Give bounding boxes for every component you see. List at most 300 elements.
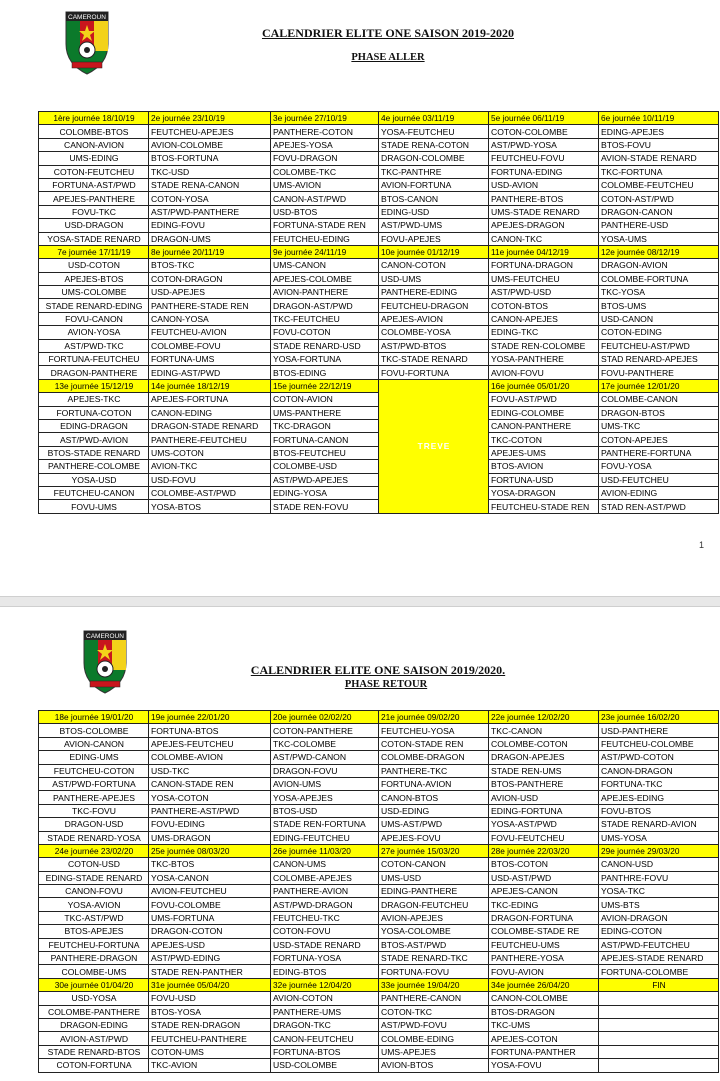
match-cell: UMS-TKC — [599, 419, 719, 432]
match-cell: FOVU-APEJES — [379, 232, 489, 245]
match-cell: FEUTCHEU-EDING — [271, 232, 379, 245]
match-cell: STAD RENARD-APEJES — [599, 353, 719, 366]
match-cell: COLOMBE-COTON — [489, 737, 599, 750]
match-cell: PANTHERE-BTOS — [489, 192, 599, 205]
match-cell: FORTUNA-FOVU — [379, 965, 489, 978]
match-cell: AVION-COLOMBE — [149, 138, 271, 151]
match-cell: EDING-TKC — [489, 326, 599, 339]
match-cell: COTON-CANON — [379, 858, 489, 871]
match-cell: FEUTCHEU-TKC — [271, 911, 379, 924]
match-cell: APEJES-EDING — [599, 791, 719, 804]
match-cell: STADE REN-FORTUNA — [271, 818, 379, 831]
match-cell: YOSA-UMS — [599, 232, 719, 245]
match-cell: CANON-BTOS — [379, 791, 489, 804]
match-cell: AVION-CANON — [39, 737, 149, 750]
match-cell: COLOMBE-DRAGON — [379, 751, 489, 764]
match-cell — [599, 1018, 719, 1031]
match-cell: AST/PWD-CANON — [271, 751, 379, 764]
match-cell: FEUTCHEU-APEJES — [149, 125, 271, 138]
match-cell: DRAGON-UMS — [149, 232, 271, 245]
fixture-row — [39, 898, 719, 911]
match-cell: AVION-BTOS — [379, 1059, 489, 1072]
match-cell: PANTHERE-STADE REN — [149, 299, 271, 312]
match-cell: DRAGON-APEJES — [489, 751, 599, 764]
fixture-row — [39, 232, 719, 245]
match-cell: FORTUNA-COLOMBE — [599, 965, 719, 978]
match-cell: AVION-FORTUNA — [379, 178, 489, 191]
round-header-row — [39, 245, 719, 258]
fixture-row — [39, 326, 719, 339]
match-cell: YOSA-CANON — [149, 871, 271, 884]
match-cell: CANON-AST/PWD — [271, 192, 379, 205]
match-cell: FOVU-AVION — [489, 965, 599, 978]
fixture-row — [39, 1045, 719, 1058]
match-cell: APEJES-BTOS — [39, 272, 149, 285]
match-cell: FEUTCHEU-COTON — [39, 764, 149, 777]
match-cell: FORTUNA-BTOS — [149, 724, 271, 737]
match-cell: USD-BTOS — [271, 205, 379, 218]
match-cell: AVION-FOVU — [489, 366, 599, 379]
match-cell: CANON-EDING — [149, 406, 271, 419]
match-cell: UMS-YOSA — [599, 831, 719, 844]
match-cell: STADE RENARD-TKC — [379, 952, 489, 965]
match-cell: UMS-BTS — [599, 898, 719, 911]
match-cell: STADE REN-UMS — [489, 764, 599, 777]
match-cell: APEJES-STADE RENARD — [599, 952, 719, 965]
match-cell: FOVU-FEUTCHEU — [489, 831, 599, 844]
match-cell: TKC-COLOMBE — [271, 737, 379, 750]
match-cell: COLOMBE-BTOS — [39, 125, 149, 138]
match-cell: FEUTCHEU-UMS — [489, 938, 599, 951]
match-cell: CANON-FOVU — [39, 885, 149, 898]
match-cell: DRAGON-STADE RENARD — [149, 419, 271, 432]
round-header: 18e journée 19/01/20 — [39, 711, 149, 724]
match-cell: COTON-EDING — [599, 326, 719, 339]
match-cell: YOSA-COTON — [149, 791, 271, 804]
round-header: 7e journée 17/11/19 — [39, 245, 149, 258]
match-cell: DRAGON-EDING — [39, 1018, 149, 1031]
match-cell: UMS-FORTUNA — [149, 911, 271, 924]
match-cell: USD-FEUTCHEU — [599, 473, 719, 486]
match-cell: APEJES-YOSA — [271, 138, 379, 151]
match-cell: YOSA-AVION — [39, 898, 149, 911]
fixture-row — [39, 205, 719, 218]
match-cell: TKC-FORTUNA — [599, 165, 719, 178]
match-cell: COTON-FORTUNA — [39, 1059, 149, 1072]
fixture-row — [39, 353, 719, 366]
match-cell: BTOS-CANON — [379, 192, 489, 205]
match-cell: DRAGON-FORTUNA — [489, 911, 599, 924]
match-cell: YOSA-AST/PWD — [489, 818, 599, 831]
round-header: 1ère journée 18/10/19 — [39, 112, 149, 125]
match-cell — [599, 1045, 719, 1058]
match-cell: FORTUNA-AST/PWD — [39, 178, 149, 191]
match-cell: CANON-DRAGON — [599, 764, 719, 777]
match-cell: FORTUNA-PANTHER — [489, 1045, 599, 1058]
match-cell: FORTUNA-UMS — [149, 353, 271, 366]
match-cell: TKC-AVION — [149, 1059, 271, 1072]
round-header: 17e journée 12/01/20 — [599, 379, 719, 392]
fixture-row — [39, 831, 719, 844]
match-cell: AVION-FEUTCHEU — [149, 885, 271, 898]
match-cell: USD-PANTHERE — [599, 724, 719, 737]
match-cell: COTON-TKC — [379, 1005, 489, 1018]
fixture-row — [39, 299, 719, 312]
match-cell: APEJES-FEUTCHEU — [149, 737, 271, 750]
fixture-row — [39, 992, 719, 1005]
match-cell: PANTHERE-APEJES — [39, 791, 149, 804]
fixture-row — [39, 791, 719, 804]
match-cell: FOVU-TKC — [39, 205, 149, 218]
fixture-row — [39, 125, 719, 138]
match-cell: DRAGON-CANON — [599, 205, 719, 218]
match-cell: AST/PWD-COTON — [599, 751, 719, 764]
round-header: 11e journée 04/12/19 — [489, 245, 599, 258]
logo-lettering: CAMEROUN — [86, 633, 124, 640]
match-cell: STADE REN-PANTHER — [149, 965, 271, 978]
match-cell: EDING-FORTUNA — [489, 804, 599, 817]
cameroon-federation-logo — [60, 8, 114, 78]
match-cell: FOVU-DRAGON — [271, 152, 379, 165]
match-cell: STADE RENARD-USD — [271, 339, 379, 352]
match-cell: USD-EDING — [379, 804, 489, 817]
match-cell: USD-STADE RENARD — [271, 938, 379, 951]
fixture-row — [39, 286, 719, 299]
match-cell: USD-TKC — [149, 764, 271, 777]
match-cell: CANON-PANTHERE — [489, 419, 599, 432]
match-cell: FEUTCHEU-CANON — [39, 486, 149, 499]
match-cell: DRAGON-AVION — [599, 259, 719, 272]
round-header: 3e journée 27/10/19 — [271, 112, 379, 125]
match-cell: DRAGON-BTOS — [599, 406, 719, 419]
fixture-row — [39, 1018, 719, 1031]
match-cell: COLOMBE-CANON — [599, 393, 719, 406]
match-cell: EDING-DRAGON — [39, 419, 149, 432]
match-cell: EDING-AST/PWD — [149, 366, 271, 379]
fixture-row — [39, 925, 719, 938]
match-cell: FORTUNA-CANON — [271, 433, 379, 446]
match-cell: AVION-STADE RENARD — [599, 152, 719, 165]
match-cell: PANTHERE-FORTUNA — [599, 446, 719, 459]
match-cell: CANON-COLOMBE — [489, 992, 599, 1005]
match-cell: EDING-COTON — [599, 925, 719, 938]
match-cell: PANTHERE-YOSA — [489, 952, 599, 965]
match-cell: EDING-BTOS — [271, 965, 379, 978]
match-cell: STADE REN-COLOMBE — [489, 339, 599, 352]
fin-header: FIN — [599, 978, 719, 991]
match-cell: AST/PWD-BTOS — [379, 339, 489, 352]
match-cell: USD-APEJES — [149, 286, 271, 299]
match-cell: BTOS-FOVU — [599, 138, 719, 151]
round-header: 10e journée 01/12/19 — [379, 245, 489, 258]
match-cell: COTON-AST/PWD — [599, 192, 719, 205]
match-cell: STADE REN-DRAGON — [149, 1018, 271, 1031]
match-cell: AST/PWD-UMS — [379, 219, 489, 232]
match-cell: COLOMBE-STADE RE — [489, 925, 599, 938]
fixture-row — [39, 138, 719, 151]
match-cell: EDING-COLOMBE — [489, 406, 599, 419]
match-cell: STADE RENARD-EDING — [39, 299, 149, 312]
match-cell: COLOMBE-PANTHERE — [39, 1005, 149, 1018]
match-cell: FEUTCHEU-FORTUNA — [39, 938, 149, 951]
match-cell: AVION-PANTHERE — [271, 286, 379, 299]
match-cell: BTOS-APEJES — [39, 925, 149, 938]
phase-subtitle: PHASE ALLER — [351, 52, 425, 63]
round-header: 5e journée 06/11/19 — [489, 112, 599, 125]
fixture-row — [39, 192, 719, 205]
match-cell: STADE RENARD-YOSA — [39, 831, 149, 844]
match-cell: YOSA-STADE RENARD — [39, 232, 149, 245]
match-cell: DRAGON-USD — [39, 818, 149, 831]
fixture-row — [39, 1005, 719, 1018]
match-cell: PANTHERE-UMS — [271, 1005, 379, 1018]
match-cell: DRAGON-FOVU — [271, 764, 379, 777]
match-cell: AST/PWD-USD — [489, 286, 599, 299]
round-header: 34e journée 26/04/20 — [489, 978, 599, 991]
match-cell: AST/PWD-FOVU — [379, 1018, 489, 1031]
match-cell: UMS-CANON — [271, 259, 379, 272]
match-cell: USD-AVION — [489, 178, 599, 191]
match-cell: UMS-STADE RENARD — [489, 205, 599, 218]
match-cell: FOVU-COLOMBE — [149, 898, 271, 911]
match-cell: CANON-YOSA — [149, 312, 271, 325]
match-cell: YOSA-USD — [39, 473, 149, 486]
match-cell: PANTHERE-EDING — [379, 286, 489, 299]
match-cell: CANON-APEJES — [489, 312, 599, 325]
match-cell: APEJES-FOVU — [379, 831, 489, 844]
match-cell: DRAGON-FEUTCHEU — [379, 898, 489, 911]
match-cell: AVION-APEJES — [379, 911, 489, 924]
round-header-row — [39, 379, 719, 392]
match-cell: COLOMBE-APEJES — [271, 871, 379, 884]
match-cell: COLOMBE-UMS — [39, 965, 149, 978]
fixture-row — [39, 366, 719, 379]
match-cell: FOVU-UMS — [39, 500, 149, 513]
match-cell: TKC-YOSA — [599, 286, 719, 299]
match-cell: COTON-APEJES — [599, 433, 719, 446]
match-cell: AST/PWD-TKC — [39, 339, 149, 352]
match-cell: FOVU-FORTUNA — [379, 366, 489, 379]
match-cell: FOVU-USD — [149, 992, 271, 1005]
round-header: 14e journée 18/12/19 — [149, 379, 271, 392]
match-cell: APEJES-USD — [149, 938, 271, 951]
match-cell: PANTHERE-AVION — [271, 885, 379, 898]
fixture-row — [39, 764, 719, 777]
match-cell: FORTUNA-TKC — [599, 777, 719, 790]
match-cell: CANON-TKC — [489, 232, 599, 245]
fixture-row — [39, 272, 719, 285]
match-cell: COTON-FOVU — [271, 925, 379, 938]
match-cell: PANTHERE-COTON — [271, 125, 379, 138]
match-cell: PANTHERE-DRAGON — [39, 952, 149, 965]
match-cell: BTOS-COTON — [489, 858, 599, 871]
match-cell: FOVU-EDING — [149, 818, 271, 831]
match-cell: PANTHERE-COLOMBE — [39, 460, 149, 473]
match-cell: USD-COTON — [39, 259, 149, 272]
match-cell: FEUTCHEU-PANTHERE — [149, 1032, 271, 1045]
round-header: 21e journée 09/02/20 — [379, 711, 489, 724]
match-cell: BTOS-TKC — [149, 259, 271, 272]
match-cell: EDING-USD — [379, 205, 489, 218]
match-cell: COLOMBE-YOSA — [379, 326, 489, 339]
match-cell: USD-YOSA — [39, 992, 149, 1005]
round-header: 12e journée 08/12/19 — [599, 245, 719, 258]
match-cell: UMS-FEUTCHEU — [489, 272, 599, 285]
match-cell: YOSA-COLOMBE — [379, 925, 489, 938]
match-cell: EDING-APEJES — [599, 125, 719, 138]
match-cell: FEUTCHEU-DRAGON — [379, 299, 489, 312]
match-cell: AST/PWD-FORTUNA — [39, 777, 149, 790]
match-cell: FEUTCHEU-FOVU — [489, 152, 599, 165]
fixture-row — [39, 938, 719, 951]
round-header: 15e journée 22/12/19 — [271, 379, 379, 392]
match-cell: FORTUNA-EDING — [489, 165, 599, 178]
match-cell: COLOMBE-USD — [271, 460, 379, 473]
match-cell: UMS-COTON — [149, 446, 271, 459]
match-cell: COLOMBE-AST/PWD — [149, 486, 271, 499]
match-cell: CANON-USD — [599, 858, 719, 871]
cameroon-federation-logo — [78, 627, 132, 697]
match-cell: FEUTCHEU-COLOMBE — [599, 737, 719, 750]
match-cell: TKC-BTOS — [149, 858, 271, 871]
match-cell: AST/PWD-AVION — [39, 433, 149, 446]
match-cell: AVION-DRAGON — [599, 911, 719, 924]
match-cell: FOVU-COTON — [271, 326, 379, 339]
match-cell: AVION-COTON — [271, 992, 379, 1005]
page-number: 1 — [698, 540, 704, 550]
match-cell: USD-FOVU — [149, 473, 271, 486]
match-cell: FOVU-CANON — [39, 312, 149, 325]
round-header: 26e journée 11/03/20 — [271, 844, 379, 857]
fixture-row — [39, 777, 719, 790]
match-cell: BTOS-DRAGON — [489, 1005, 599, 1018]
fixture-row — [39, 737, 719, 750]
match-cell: BTOS-AST/PWD — [379, 938, 489, 951]
round-header: 30e journée 01/04/20 — [39, 978, 149, 991]
match-cell: UMS-APEJES — [379, 1045, 489, 1058]
match-cell: AST/PWD-FEUTCHEU — [599, 938, 719, 951]
fixture-row — [39, 965, 719, 978]
match-cell: APEJES-AVION — [379, 312, 489, 325]
round-header: 19e journée 22/01/20 — [149, 711, 271, 724]
match-cell: AST/PWD-DRAGON — [271, 898, 379, 911]
match-cell: BTOS-FORTUNA — [149, 152, 271, 165]
round-header: 6e journée 10/11/19 — [599, 112, 719, 125]
match-cell: YOSA-TKC — [599, 885, 719, 898]
match-cell: STAD REN-AST/PWD — [599, 500, 719, 513]
match-cell: PANTHERE-TKC — [379, 764, 489, 777]
match-cell: UMS-EDING — [39, 152, 149, 165]
fixture-row — [39, 152, 719, 165]
page-title: CALENDRIER ELITE ONE SAISON 2019-2020 — [261, 26, 515, 40]
match-cell: COTON-UMS — [149, 1045, 271, 1058]
match-cell: AST/PWD-EDING — [149, 952, 271, 965]
match-cell: APEJES-PANTHERE — [39, 192, 149, 205]
round-header: 9e journée 24/11/19 — [271, 245, 379, 258]
match-cell: EDING-YOSA — [271, 486, 379, 499]
match-cell: COTON-BTOS — [489, 299, 599, 312]
match-cell: YOSA-APEJES — [271, 791, 379, 804]
match-cell: TKC-STADE RENARD — [379, 353, 489, 366]
match-cell: FEUTCHEU-STADE REN — [489, 500, 599, 513]
match-cell: YOSA-FORTUNA — [271, 353, 379, 366]
round-header: 31e journée 05/04/20 — [149, 978, 271, 991]
match-cell: EDING-STADE RENARD — [39, 871, 149, 884]
fixture-row — [39, 804, 719, 817]
calendar-table-retour — [38, 710, 719, 1073]
match-cell: DRAGON-AST/PWD — [271, 299, 379, 312]
match-cell: STADE RENA-COTON — [379, 138, 489, 151]
match-cell: COLOMBE-FORTUNA — [599, 272, 719, 285]
page-2 — [0, 606, 720, 1081]
round-header-row — [39, 978, 719, 991]
match-cell: TKC-UMS — [489, 1018, 599, 1031]
round-header: 8e journée 20/11/19 — [149, 245, 271, 258]
round-header: 29e journée 29/03/20 — [599, 844, 719, 857]
match-cell: YOSA-FOVU — [489, 1059, 599, 1072]
match-cell: BTOS-COLOMBE — [39, 724, 149, 737]
match-cell: COTON-YOSA — [149, 192, 271, 205]
fixture-row — [39, 818, 719, 831]
round-header: 23e journée 16/02/20 — [599, 711, 719, 724]
match-cell: FORTUNA-FEUTCHEU — [39, 353, 149, 366]
match-cell: COLOMBE-AVION — [149, 751, 271, 764]
match-cell: BTOS-PANTHERE — [489, 777, 599, 790]
round-header-row — [39, 112, 719, 125]
match-cell: EDING-FEUTCHEU — [271, 831, 379, 844]
fixture-row — [39, 885, 719, 898]
match-cell: FEUTCHEU-YOSA — [379, 724, 489, 737]
round-header: 28e journée 22/03/20 — [489, 844, 599, 857]
match-cell: FOVU-AST/PWD — [489, 393, 599, 406]
fixture-row — [39, 339, 719, 352]
fixture-row — [39, 911, 719, 924]
match-cell: DRAGON-COTON — [149, 925, 271, 938]
fixture-row — [39, 1032, 719, 1045]
match-cell: BTOS-YOSA — [149, 1005, 271, 1018]
match-cell: APEJES-FORTUNA — [149, 393, 271, 406]
match-cell: YOSA-PANTHERE — [489, 353, 599, 366]
fixture-row — [39, 724, 719, 737]
fixture-row — [39, 259, 719, 272]
match-cell: FORTUNA-USD — [489, 473, 599, 486]
round-header: 24e journée 23/02/20 — [39, 844, 149, 857]
treve-cell: TREVE — [379, 379, 489, 513]
match-cell: TKC-COTON — [489, 433, 599, 446]
match-cell: COTON-STADE REN — [379, 737, 489, 750]
match-cell: USD-AST/PWD — [489, 871, 599, 884]
match-cell: AST/PWD-PANTHERE — [149, 205, 271, 218]
match-cell: YOSA-FEUTCHEU — [379, 125, 489, 138]
logo-lettering: CAMEROUN — [68, 14, 106, 21]
match-cell: BTOS-FEUTCHEU — [271, 446, 379, 459]
match-cell: AVION-AST/PWD — [39, 1032, 149, 1045]
match-cell: USD-CANON — [599, 312, 719, 325]
match-cell: COTON-DRAGON — [149, 272, 271, 285]
match-cell: FOVU-YOSA — [599, 460, 719, 473]
match-cell: BTOS-UMS — [599, 299, 719, 312]
match-cell: TKC-USD — [149, 165, 271, 178]
match-cell: UMS-AVION — [271, 178, 379, 191]
match-cell: STADE RENARD-BTOS — [39, 1045, 149, 1058]
match-cell: CANON-FEUTCHEU — [271, 1032, 379, 1045]
match-cell: BTOS-USD — [271, 804, 379, 817]
calendar-table-aller — [38, 111, 719, 514]
match-cell: AVION-USD — [489, 791, 599, 804]
match-cell: PANTHRE-FOVU — [599, 871, 719, 884]
match-cell: YOSA-DRAGON — [489, 486, 599, 499]
round-header: 32e journée 12/04/20 — [271, 978, 379, 991]
